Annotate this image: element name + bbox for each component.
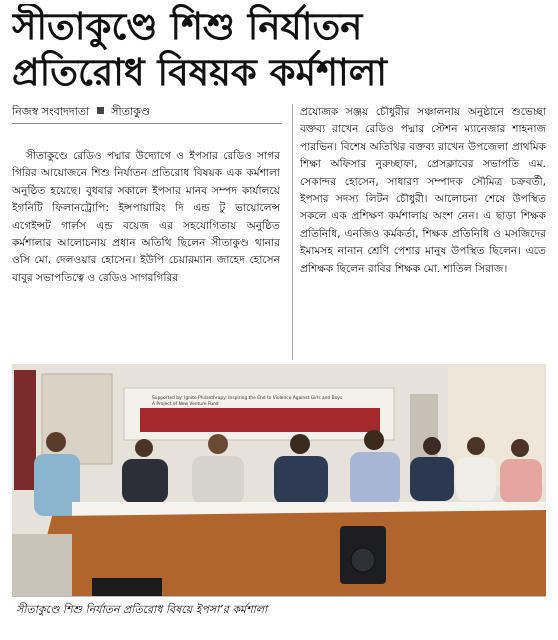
headline-line-1: সীতাকুণ্ডে শিশু নির্যাতন xyxy=(12,5,363,48)
event-photo-illustration xyxy=(12,364,546,596)
article-body-left: সীতাকুণ্ডে রেডিও পদ্মার উদ্যোগে ও ইপসার রেডিও সাগর গিরির আয়োজনে শিশু নির্যাতন প্রতিরোধ বিষয়ক এক কর্মশালা অনুষ্ঠিত হয়েছে। বুধবার সকালে ইপসার মানব সম্পদ কার্যালয়ে ইগনিটি ফিলানট্রোপি: ইন্সপায়ারিং দি এন্ড টু ভায়োলেন্স এগেইন্সট গার্লস এন্ড বয়েজ এর সহযোগিতায় অনুষ্ঠিত কর্মশালার আলোচনায় প্রধান অতিথি ছিলেন সীতাকুণ্ড থানার ওসি মো. দেলওয়ার হোসেন। ইউপি চেয়ারম্যান জাহেদ হোসেন বাবুর সভাপতিত্বে ও রেডিও সাগরগিরির xyxy=(12,150,280,284)
event-photo xyxy=(12,364,546,596)
wall-poster xyxy=(14,370,36,490)
article-body-right: প্রযোজক সঞ্জয় চৌধুরীর সঞ্চালনায় অনুষ্ঠানে শুভেচ্ছা বক্তব্য রাখেন রেডিও পদ্মার স্টেশন ম্যানেজার শাহনাজ পারভিন। বিশেষ অতিথির বক্তব্য রাখেন উপজেলা প্রাথমিক শিক্ষা অফিসার নুরুচ্ছাফা, প্রেসক্লাবের সভাপতি এম. সেকান্দর হোসেন, সাধারণ সম্পাদক সৌমিত্র চক্রবর্তী, ইপসার সদস্য লিটন চৌধুরী। আলোচনা শেষে উপস্থিত সকলে এক প্রশিক্ষণ কর্মশালায় অংশ নেন। এ ছাড়া শিক্ষক প্রতিনিধি, এনজিও কর্মকর্তা, শিক্ষক প্রতিনিধি ও মসজিদের ইমামসহ নানান শ্রেণি পেশার মানুষ উপস্থিত ছিলেন। এতে প্রশিক্ষক ছিলেন রাবির শিক্ষক মো. শাতিল সিরাজ। xyxy=(300,106,546,275)
banner-text-1: Supported by: Ignite Philanthropy: Inspiring the End to Violence Against Girls and Boys xyxy=(152,396,343,401)
byline xyxy=(12,104,282,120)
headline xyxy=(12,4,546,96)
photo-caption: সীতাকুণ্ডে শিশু নির্যাতন প্রতিরোধ বিষয়ে ইপসা’র কর্মশালা xyxy=(12,596,546,622)
column-divider xyxy=(292,104,293,360)
banner-text-2: A Project of New Venture Fund xyxy=(152,402,219,407)
byline-place: সীতাকুণ্ড xyxy=(111,105,151,118)
byline-reporter: নিজস্ব সংবাদদাতা xyxy=(12,105,90,118)
byline-rule xyxy=(12,123,282,124)
headline-line-2: প্রতিরোধ বিষয়ক কর্মশালা xyxy=(12,51,388,94)
byline-separator-square xyxy=(97,107,104,114)
